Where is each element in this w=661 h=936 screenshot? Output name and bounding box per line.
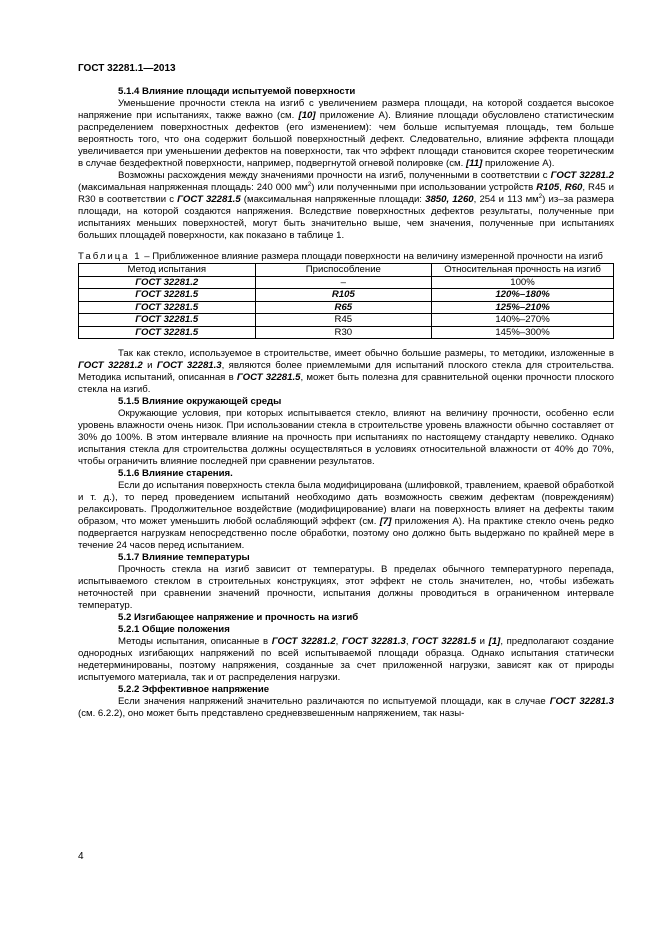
section-heading-5-1-7: 5.1.7 Влияние температуры — [118, 552, 250, 563]
table-cell: ГОСТ 32281.5 — [79, 301, 256, 314]
standard-reference: ГОСТ 32281.2 — [550, 170, 614, 181]
table-cell: R30 — [255, 326, 432, 339]
table-caption: Таблица 1 – Приближенное влияние размера площади поверхности на величину измеренной прочности на изгиб — [78, 251, 603, 262]
paragraph-effective-stress: Если значения напряжений значительно различаются по испытуемой площади, как в случае ГОСТ 32281.3 (см. 6.2.2), оно может быть представлено средневзвешенным напряжением, так назы- — [78, 696, 615, 719]
table-cell: 125%–210% — [432, 301, 614, 314]
reference-link[interactable]: [7] — [379, 516, 392, 527]
table-cell: ГОСТ 32281.5 — [79, 314, 256, 327]
table-cell: ГОСТ 32281.5 — [79, 289, 256, 302]
table-cell: 120%–180% — [432, 289, 614, 302]
standard-reference: ГОСТ 32281.2 — [271, 636, 336, 647]
reference-link[interactable]: [10] — [298, 110, 316, 121]
paragraph-environment: Окружающие условия, при которых испытывается стекло, влияют на величину прочности, особенно если уровень влажности очень низок. При использовании стекла в строительстве уровень влажности обычно составляет от 30% до 100%. В этом интервале влияние на прочность при испытаниях по настоящему стандарту невелико. Однако испытания стекла для строительства должны осуществляться в условиях относительной влажности от 40% до 70%, чтобы ограничить влияние последней при сравнении результатов. — [78, 408, 614, 467]
table-row — [79, 276, 614, 289]
standard-reference: ГОСТ 32281.5 — [236, 372, 301, 383]
page-number: 4 — [78, 851, 84, 862]
column-header: Относительная прочность на изгиб — [432, 264, 614, 277]
table-cell: R65 — [255, 301, 432, 314]
paragraph-area-discrepancy: Возможны расхождения между значениями прочности на изгиб, полученными в соответствии с ГОСТ 32281.2 (максимальная напряженная площадь: 240 000 $мм^2$) или полученными при использовании устройств R105, R60, R45 и R30 в соответствии с ГОСТ 32281.5 (максимальная напряженные площади: 3850, 1260, 254 и 113 $мм^2$) из–за размера площади, на которой создаются напряжения. Вследствие поверхностных дефектов результаты, полученные при испытаниях меньших поверхностей, могут быть значительно выше, чем значения, полученные при испытаниях больших площадей поверхности, как показано в таблице 1. — [78, 170, 615, 241]
standard-reference: ГОСТ 32281.5 — [177, 194, 241, 205]
table-row — [79, 326, 614, 339]
paragraph-temperature: Прочность стекла на изгиб зависит от температуры. В пределах обычного температурного перепада, испытываемого стеклом в строительных конструкциях, этот эффект не столь значителен, но, чтобы избежать неточностей при сравнении значений прочности, испытания должны проводиться в ограниченном интервале температур. — [78, 564, 614, 611]
paragraph-area-effect: Уменьшение прочности стекла на изгиб с увеличением размера площади, на которой создается высокое напряжение при испытаниях, также важно (см. [10] приложение А). Влияние площади обусловлено статистическим распределением поверхностных дефектов (его изменением): чем больше испытуемая площадь, тем больше вероятность того, что она содержит большой поверхностный дефект. Следовательно, влияние эффекта площади увеличивается при уменьшении дефектов на поверхности, так что эффект площади становится скорее теоретическим в случае бездефектной поверхности, например, подвергнутой огневой полировке (см. [11] приложение А). — [78, 98, 614, 169]
page-content — [78, 86, 614, 720]
table-cell: R105 — [255, 289, 432, 302]
reference-link[interactable]: [1] — [488, 636, 501, 647]
table-row — [79, 289, 614, 302]
standard-reference: ГОСТ 32281.3 — [156, 360, 222, 371]
table-cell: 140%–270% — [432, 314, 614, 327]
standard-reference: ГОСТ 32281.2 — [78, 360, 143, 371]
paragraph-general: Методы испытания, описанные в ГОСТ 32281.2, ГОСТ 32281.3, ГОСТ 32281.5 и [1], предполагают создание однородных изгибающих напряжений по всей испытываемой площади образца. Однако испытания статически недетерминированы, поэтому напряжения, созданные за счет приложенной нагрузки, зависят как от природы испытуемого материала, так и от распределения нагрузки. — [78, 636, 614, 683]
section-heading-5-2-2: 5.2.2 Эффективное напряжение — [118, 684, 270, 695]
document-header: ГОСТ 32281.1—2013 — [78, 63, 176, 74]
section-heading-5-1-4: 5.1.4 Влияние площади испытуемой поверхности — [118, 86, 356, 97]
table-cell: 100% — [432, 276, 614, 289]
section-heading-5-1-5: 5.1.5 Влияние окружающей среды — [118, 396, 282, 407]
standard-reference: ГОСТ 32281.5 — [412, 636, 477, 647]
column-header: Метод испытания — [79, 264, 256, 277]
column-header: Приспособление — [255, 264, 432, 277]
table-row — [79, 301, 614, 314]
paragraph-aging: Если до испытания поверхность стекла была модифицирована (шлифовкой, травлением, краевой обработкой и т. д.), то перед проведением испытаний необходимо дать возможность свежим дефектам (повреждениям) релаксировать. Продолжительное воздействие (модифицирование) влаги на поверхность влияет на дефекты таким образом, что может уменьшить любой ослабляющий эффект (см. [7] приложения А). На практике стекло очень редко подвергается нагрузкам непосредственно после обработки, поэтому оно должно быть выдержано по крайней мере в течение 24 часов перед испытанием. — [78, 480, 614, 551]
section-heading-5-2-1: 5.2.1 Общие положения — [118, 624, 230, 635]
table-row — [79, 314, 614, 327]
table-cell: 145%–300% — [432, 326, 614, 339]
reference-link[interactable]: [11] — [465, 158, 483, 169]
table-1 — [78, 263, 614, 339]
table-cell: – — [255, 276, 432, 289]
standard-reference: ГОСТ 32281.3 — [341, 636, 406, 647]
table-cell: ГОСТ 32281.2 — [79, 276, 256, 289]
table-cell: ГОСТ 32281.5 — [79, 326, 256, 339]
table-cell: R45 — [255, 314, 432, 327]
paragraph-after-table: Так как стекло, используемое в строительстве, имеет обычно большие размеры, то методики, изложенные в ГОСТ 32281.2 и ГОСТ 32281.3, являются более приемлемыми для испытаний плоского стекла для строительства. Методика испытаний, описанная в ГОСТ 32281.5, может быть полезна для сравнительной оценки прочности плоского стекла на изгиб. — [78, 348, 614, 395]
standard-reference: ГОСТ 32281.3 — [549, 696, 615, 707]
table-header-row — [79, 264, 614, 277]
section-heading-5-1-6: 5.1.6 Влияние старения. — [118, 468, 233, 479]
section-heading-5-2: 5.2 Изгибающее напряжение и прочность на изгиб — [118, 612, 359, 623]
